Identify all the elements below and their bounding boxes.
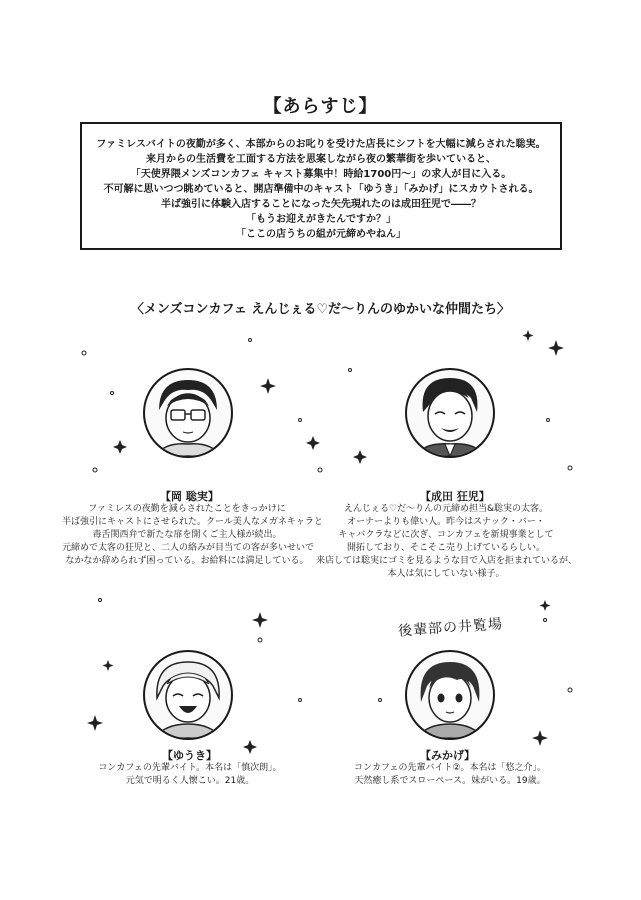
- desc-line: 開拓しており、そこそこ売り上げているらしい。: [346, 543, 545, 553]
- desc-line: ファミレスの夜勤を減らされたことをきっかけに: [88, 504, 286, 514]
- synopsis-line: 半ば強引に体験入店することになった矢先現れたのは成田狂児で――？: [161, 199, 481, 210]
- character-description: [80, 762, 300, 788]
- desc-line: コンカフェの先輩バイト。本名は「慎次朗」。: [98, 763, 282, 773]
- character-description: [316, 503, 576, 581]
- desc-line: コンカフェの先輩バイト②。本名は「悠之介」。: [353, 763, 547, 773]
- synopsis-line: 「もうお迎えがきたんですか？」: [246, 214, 396, 225]
- synopsis-line: 「天使界隈メンズコンカフェ キャスト募集中！時給1700円〜」の求人が目に入る。: [130, 169, 512, 180]
- desc-line: 天然癒し系でスローペース。妹がいる。19歳。: [354, 776, 546, 786]
- character-description: [62, 503, 323, 568]
- cast-heading: 〈メンズコンカフェ えんじぇる♡だ〜りんのゆかいな仲間たち〉: [130, 302, 511, 317]
- avatar-naritakyoji: [405, 368, 495, 458]
- avatar-mikage: [405, 650, 495, 740]
- character-name: 【みかげ】: [420, 749, 475, 762]
- desc-line: なかなか辞められず困っている。お給料には満足している。: [65, 556, 309, 566]
- desc-line: オーナーよりも偉い人。昨今はスナック・バー・: [347, 517, 545, 527]
- desc-line: 毒舌関西弁で新たな扉を開くご主人様が続出。: [92, 530, 282, 540]
- synopsis-line: 不可解に思いつつ眺めていると、開店準備中のキャスト「ゆうき」「みかげ」にスカウトされる。: [103, 184, 539, 195]
- desc-line: 半ば強引にキャストにさせられた。クール美人なメガネキャラと: [62, 517, 323, 527]
- synopsis-title: 【あらすじ】: [263, 96, 378, 117]
- desc-line: キャバクラなどに次ぎ、コンカフェを新規事業として: [338, 530, 554, 540]
- character-description: [340, 762, 560, 788]
- handwritten-note: 後輩部の井覧場: [397, 616, 504, 640]
- desc-line: 元締めで太客の狂児と、二人の絡みが目当ての客が多いせいで: [62, 543, 315, 553]
- synopsis-box: [80, 122, 562, 250]
- desc-line: 本人は気にしていない様子。: [387, 569, 505, 579]
- character-name: 【ゆうき】: [162, 749, 217, 762]
- avatar-yuuki: [143, 650, 233, 740]
- character-name: 【成田 狂児】: [420, 490, 490, 503]
- desc-line: 来店しては聡実にゴミを見るような目で入店を拒まれているが、: [316, 556, 578, 566]
- desc-line: 元気で明るく人懐こい。21歳。: [125, 776, 255, 786]
- synopsis-line: 来月からの生活費を工面する方法を思案しながら夜の繁華街を歩いていると、: [146, 154, 496, 165]
- synopsis-line: 「ここの店うちの組が元締めやねん」: [236, 229, 406, 240]
- desc-line: えんじぇる♡だ〜りんの元締め担当&聡実の太客。: [343, 504, 549, 514]
- synopsis-line: ファミレスバイトの夜勤が多く、本部からのお叱りを受けた店長にシフトを大幅に減らされた聡実。: [96, 139, 546, 150]
- character-name: 【岡 聡実】: [160, 490, 219, 503]
- avatar-okasatomi: [143, 368, 233, 458]
